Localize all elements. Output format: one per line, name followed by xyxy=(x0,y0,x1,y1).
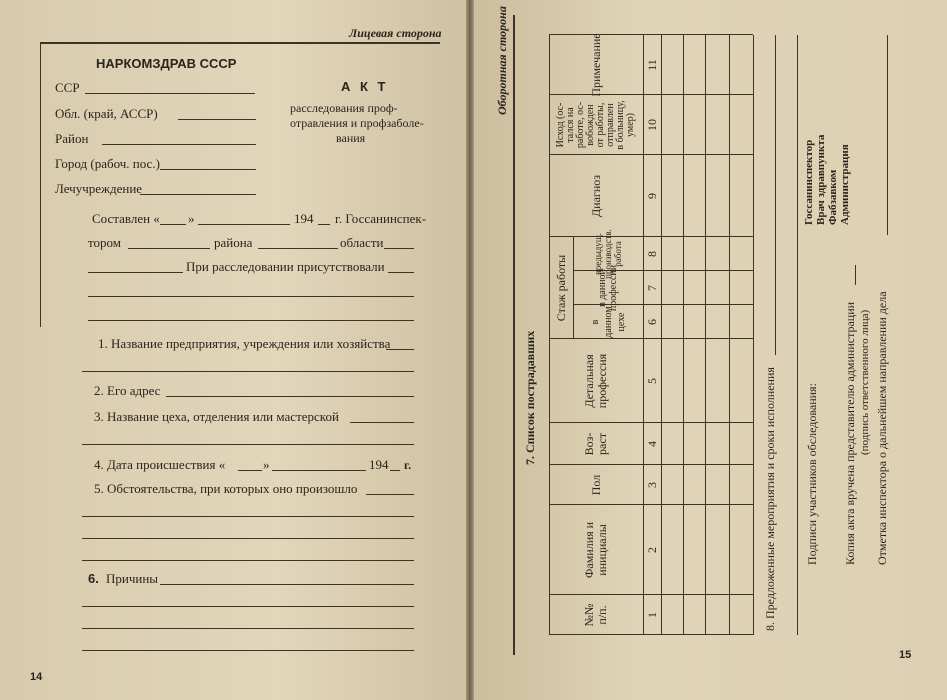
copy-line: Копия акта вручена представителю администрации xyxy=(843,301,857,565)
body-row-1 xyxy=(683,35,684,635)
oblasti-line[interactable] xyxy=(384,248,414,249)
hdr-note: Примечание xyxy=(588,33,603,97)
item-3-line[interactable] xyxy=(350,422,414,423)
signer-3: Фабзавком xyxy=(827,169,839,225)
colnum-3: 3 xyxy=(644,482,659,488)
compiled-label: Составлен « xyxy=(92,211,160,226)
field-raion-label: Район xyxy=(55,131,89,146)
table-bottom xyxy=(753,35,754,635)
colnum-10: 10 xyxy=(644,119,659,131)
field-ssr-line[interactable] xyxy=(85,93,255,94)
hdr-profession: Детальная профессия xyxy=(582,353,609,409)
hdr-name: Фамилия и инициалы xyxy=(582,521,609,579)
book-gutter xyxy=(466,0,474,700)
raiona-line[interactable] xyxy=(258,248,338,249)
note-line-blank[interactable] xyxy=(887,35,888,235)
item-4-quote: » xyxy=(263,457,270,472)
signatures-label: Подписи участников обследования: xyxy=(805,383,819,565)
top-rule xyxy=(40,42,440,44)
right-page-rotated-content xyxy=(483,6,903,655)
item-4-month-line[interactable] xyxy=(272,470,366,471)
item-1: 1. Название предприятия, учреждения или хозяйства xyxy=(98,336,391,351)
blank-line-1[interactable] xyxy=(88,296,414,297)
hdr-stazh-prev: предыдущ. производств. работа xyxy=(593,229,623,279)
act-subtitle-3: вания xyxy=(336,131,366,145)
colnum-5: 5 xyxy=(644,378,659,384)
compiled-year: 194 xyxy=(294,211,314,226)
blank-line-2[interactable] xyxy=(88,320,414,321)
field-gorod-line[interactable] xyxy=(160,169,256,170)
side-label-front: Лицевая сторона xyxy=(349,26,442,40)
field-oblast-label: Обл. (край, АССР) xyxy=(55,106,158,121)
field-lechuch-line[interactable] xyxy=(140,194,256,195)
item-4-year-line[interactable] xyxy=(390,470,400,471)
item-4-g: г. xyxy=(404,458,412,472)
colnum-6: 6 xyxy=(644,319,659,325)
present-line[interactable] xyxy=(388,272,414,273)
act-subtitle-1: расследования проф- xyxy=(290,101,398,115)
item-5: 5. Обстоятельства, при которых оно произошло xyxy=(94,481,358,496)
hdr-stazh-prof: в данной профессии xyxy=(597,264,619,312)
field-ssr-label: ССР xyxy=(55,80,80,95)
item-6-line-2[interactable] xyxy=(82,606,414,607)
inspector-line[interactable] xyxy=(128,248,210,249)
page-number-right: 15 xyxy=(899,649,912,661)
item-3: 3. Название цеха, отделения или мастерской xyxy=(94,409,339,424)
item-1-line[interactable] xyxy=(386,349,414,350)
signer-1: Госсанинспектор xyxy=(803,139,815,225)
item-4-day-line[interactable] xyxy=(238,470,262,471)
hdr-stazh-shop: в данном цехе xyxy=(589,306,627,338)
left-page xyxy=(0,0,466,700)
signer-2: Врач здравпункта xyxy=(815,134,827,225)
section-7-title: 7. Список пострадавших xyxy=(523,330,537,465)
colnum-1: 1 xyxy=(644,612,659,618)
item-1-line-2[interactable] xyxy=(82,371,414,372)
compiled-day-line[interactable] xyxy=(160,224,186,225)
present-prefix-line[interactable] xyxy=(88,272,183,273)
compiled-oblasti: области xyxy=(340,235,384,250)
colnum-8: 8 xyxy=(644,251,659,257)
compiled-quote: » xyxy=(188,211,195,226)
item-2: 2. Его адрес xyxy=(94,383,161,398)
colnum-9: 9 xyxy=(644,193,659,199)
item-4-year: 194 xyxy=(369,457,389,472)
left-border xyxy=(40,42,41,327)
item-6-line-4[interactable] xyxy=(82,650,414,651)
item-5-line[interactable] xyxy=(366,494,414,495)
act-title: А К Т xyxy=(341,79,389,94)
colnum-4: 4 xyxy=(644,441,659,447)
hdr-outcome: Исход (ос- тался на работе, ос- вобожден от работы, отправлен в больницу, умер) xyxy=(555,100,636,150)
section-8-line-1[interactable] xyxy=(775,35,776,355)
section-8-title: 8. Предложенные мероприятия и сроки исполнения xyxy=(763,367,777,631)
item-3-line-2[interactable] xyxy=(82,444,414,445)
compiled-goss: г. Госсанинспек- xyxy=(335,211,427,226)
item-6-line[interactable] xyxy=(160,584,414,585)
copy-sub: (подпись ответственного лица) xyxy=(859,309,871,455)
number-row-divider xyxy=(661,35,662,635)
field-oblast-line[interactable] xyxy=(178,119,256,120)
item-5-line-2[interactable] xyxy=(82,516,414,517)
field-raion-line[interactable] xyxy=(102,144,256,145)
section-8-line-2[interactable] xyxy=(797,35,798,635)
colnum-11: 11 xyxy=(644,59,659,71)
note-line: Отметка инспектора о дальнейшем направлении дела xyxy=(875,291,889,565)
body-row-2 xyxy=(705,35,706,635)
item-4: 4. Дата происшествия « xyxy=(94,457,226,472)
compiled-torom: тором xyxy=(88,235,121,250)
hdr-num: №№ п/п. xyxy=(582,603,609,627)
compiled-present: При расследовании присутствовали xyxy=(186,259,385,274)
colnum-7: 7 xyxy=(644,285,659,291)
item-5-line-4[interactable] xyxy=(82,560,414,561)
signer-4: Администрация xyxy=(839,144,851,225)
item-6-number: 6. xyxy=(88,571,99,586)
back-top-rule xyxy=(513,15,515,655)
compiled-raiona: района xyxy=(214,235,253,250)
colnum-2: 2 xyxy=(644,547,659,553)
hdr-stazh: Стаж работы xyxy=(553,254,568,322)
field-gorod-label: Город (рабоч. пос.) xyxy=(55,156,160,171)
page-number-left: 14 xyxy=(30,671,43,683)
act-subtitle-2: отравления и профзаболе- xyxy=(290,116,424,130)
item-6-line-3[interactable] xyxy=(82,628,414,629)
compiled-year-line[interactable] xyxy=(318,224,330,225)
item-2-line[interactable] xyxy=(166,396,414,397)
field-lechuch-label: Лечучреждение xyxy=(55,181,143,196)
item-6: Причины xyxy=(106,571,159,586)
hdr-sex: Пол xyxy=(588,474,603,496)
copy-line-blank[interactable] xyxy=(855,265,856,285)
side-label-back: Оборотная сторона xyxy=(495,6,509,115)
ministry-title: НАРКОМЗДРАВ СССР xyxy=(96,56,237,71)
body-row-3 xyxy=(729,35,730,635)
compiled-month-line[interactable] xyxy=(198,224,290,225)
hdr-diagnosis: Диагноз xyxy=(588,174,603,218)
hdr-age: Воз- раст xyxy=(582,432,609,456)
item-5-line-3[interactable] xyxy=(82,538,414,539)
